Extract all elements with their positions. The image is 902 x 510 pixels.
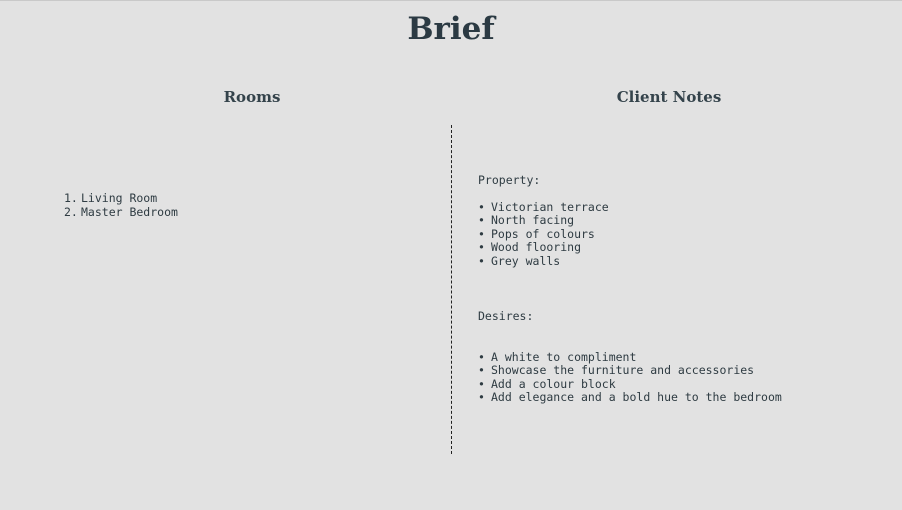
bullet-icon: • bbox=[478, 253, 485, 268]
desires-list bbox=[478, 351, 782, 405]
list-item bbox=[478, 364, 782, 377]
room-master-bedroom: Master Bedroom bbox=[81, 205, 178, 219]
bullet-icon: • bbox=[478, 200, 485, 214]
property-item: North facing bbox=[491, 213, 575, 228]
property-item: Pops of colours bbox=[491, 226, 595, 241]
list-item bbox=[478, 391, 782, 404]
desire-item: Add a colour block bbox=[491, 376, 616, 391]
desire-item: A white to compliment bbox=[491, 350, 637, 364]
property-list bbox=[478, 201, 609, 268]
property-item: Grey walls bbox=[491, 253, 561, 268]
bullet-icon: • bbox=[478, 390, 485, 405]
rooms-list bbox=[64, 191, 178, 219]
property-label: Property: bbox=[478, 173, 541, 187]
property-item: Victorian terrace bbox=[491, 200, 609, 214]
column-divider bbox=[451, 125, 452, 454]
list-item-number: 2. bbox=[64, 205, 78, 219]
rooms-heading: Rooms bbox=[223, 88, 281, 106]
bullet-icon: • bbox=[478, 376, 485, 391]
bullet-icon: • bbox=[478, 226, 485, 241]
list-item bbox=[478, 255, 609, 268]
bullet-icon: • bbox=[478, 350, 485, 364]
list-item bbox=[478, 378, 782, 391]
bullet-icon: • bbox=[478, 363, 485, 378]
list-item bbox=[478, 201, 609, 214]
bullet-icon: • bbox=[478, 240, 485, 255]
room-living-room: Living Room bbox=[81, 191, 158, 205]
list-item bbox=[478, 241, 609, 254]
client-notes-heading: Client Notes bbox=[616, 88, 722, 106]
list-item bbox=[478, 351, 782, 364]
list-item-number: 1. bbox=[64, 191, 78, 205]
list-item bbox=[478, 214, 609, 227]
list-item bbox=[64, 191, 178, 205]
bullet-icon: • bbox=[478, 213, 485, 228]
page-title: Brief bbox=[407, 11, 495, 47]
property-item: Wood flooring bbox=[491, 240, 582, 255]
desire-item: Add elegance and a bold hue to the bedroom bbox=[491, 390, 782, 405]
desire-item: Showcase the furniture and accessories bbox=[491, 363, 755, 378]
desires-label: Desires: bbox=[478, 309, 534, 323]
list-item bbox=[64, 205, 178, 219]
list-item bbox=[478, 228, 609, 241]
